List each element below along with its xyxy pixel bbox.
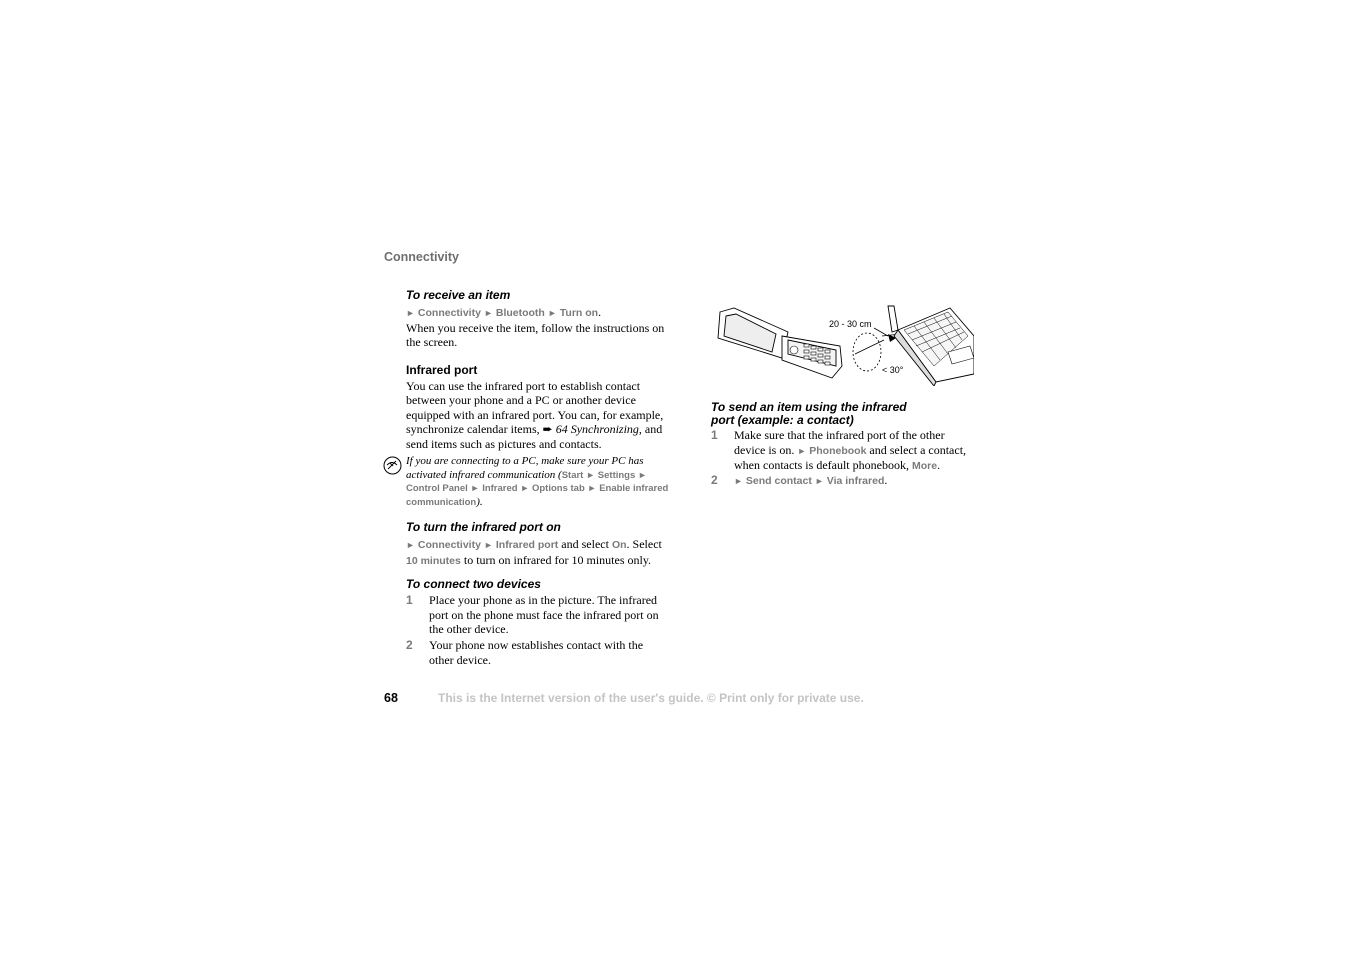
note-icon [383, 456, 402, 475]
menu-more: More [911, 460, 938, 472]
menu-options-tab: Options tab [531, 483, 585, 494]
menu-control-panel: Control Panel [406, 483, 468, 494]
menu-phonebook: Phonebook [809, 444, 867, 457]
send-step-1-text-a: Make sure that the infrared port of the other device is on. [734, 428, 945, 457]
beam-line [855, 340, 884, 354]
triangle-right-icon: ► [814, 476, 824, 486]
send-step-2 [711, 473, 977, 489]
turn-on-text-b: . Select [626, 537, 662, 551]
distance-label: 20 - 30 cm [829, 319, 872, 329]
xref-arrow-icon: ➨ [542, 422, 553, 436]
menu-on: On [611, 539, 627, 551]
turn-on-section [406, 521, 672, 568]
triangle-right-icon: ► [483, 308, 493, 318]
step-text: Make sure that the infrared port of the other device is on. ► Phonebook and select a contact, when contacts is default phonebook, More. [734, 428, 967, 472]
triangle-right-icon: ► [586, 469, 596, 480]
phone-illustration [718, 308, 842, 378]
triangle-right-icon: ► [470, 483, 480, 493]
triangle-right-icon: ► [797, 445, 807, 456]
send-title [711, 401, 979, 427]
step-text: Place your phone as in the picture. The infrared port on the phone must face the infrared port on the other device. [429, 593, 659, 636]
page-number: 68 [384, 691, 398, 705]
xref-link[interactable]: 64 Synchronizing [555, 422, 639, 436]
turn-on-title: To turn the infrared port on [406, 520, 561, 534]
menu-10-minutes: 10 minutes [406, 554, 461, 567]
connect-step-2 [406, 638, 670, 668]
step-text: Your phone now establishes contact with the other device. [429, 638, 644, 667]
turn-on-text-c: to turn on infrared for 10 minutes only. [460, 552, 652, 567]
connect-step-1 [406, 593, 670, 638]
menu-infrared-port: Infrared port [495, 539, 559, 551]
triangle-right-icon: ► [734, 476, 743, 486]
menu-start: Start [561, 469, 584, 481]
step-number: 1 [406, 593, 413, 607]
turn-on-text [406, 537, 672, 568]
triangle-right-icon: ► [483, 540, 493, 550]
triangle-right-icon: ► [638, 469, 647, 480]
infrared-beam [853, 333, 881, 371]
send-step-1 [711, 428, 977, 474]
section-header: Connectivity [384, 250, 460, 264]
step-text: ► Send contact ► Via infrared. [734, 473, 888, 487]
triangle-right-icon: ► [587, 483, 597, 493]
infrared-text [406, 379, 670, 452]
receive-path: ► Connectivity ► Bluetooth ► Turn on. [406, 305, 602, 319]
note-text [406, 455, 670, 509]
menu-bluetooth: Bluetooth [495, 307, 545, 319]
triangle-right-icon: ► [547, 308, 557, 318]
footer-notice: This is the Internet version of the user's guide. © Print only for private use. [438, 691, 864, 705]
infrared-title: Infrared port [406, 362, 478, 377]
receive-text: When you receive the item, follow the instructions on the screen. [406, 320, 665, 349]
triangle-right-icon: ► [406, 308, 415, 318]
triangle-right-icon: ► [520, 483, 530, 493]
note-text-a: If you are connecting to a PC, make sure your PC has activated infrared communication ( [406, 455, 644, 481]
menu-infrared: Infrared [482, 483, 518, 494]
infrared-text-b: , and send items such as pictures and contacts. [406, 422, 663, 451]
note-text-b: ). [476, 495, 483, 508]
infrared-text-a: You can use the infrared port to establish contact between your phone and a PC or another device equipped with an infrared port. You can, for example, synchronize calendar items, [406, 378, 664, 436]
menu-settings: Settings [597, 469, 636, 481]
infrared-illustration [712, 296, 974, 386]
angle-label: < 30° [882, 365, 904, 375]
step-number: 2 [406, 638, 413, 652]
turn-on-text-a: and select [558, 537, 612, 551]
distance-line [874, 328, 888, 336]
left-column [406, 289, 670, 451]
send-step-1-text-b: and select a contact, when contacts is default phonebook, [734, 442, 967, 472]
step-number: 2 [711, 473, 718, 487]
menu-via-infrared: Via infrared [826, 475, 885, 487]
connect-title: To connect two devices [406, 577, 541, 591]
menu-turn-on: Turn on [559, 307, 599, 319]
menu-connectivity: Connectivity [417, 307, 481, 319]
triangle-right-icon: ► [406, 540, 415, 550]
receive-title: To receive an item [406, 288, 511, 302]
menu-connectivity: Connectivity [417, 539, 481, 551]
send-title-line-1: To send an item using the infrared [711, 400, 907, 414]
send-title-line-2: port (example: a contact) [711, 413, 854, 427]
step-number: 1 [711, 428, 718, 442]
menu-send-contact: Send contact [745, 475, 812, 487]
menu-enable-infrared: Enable infrared communication [406, 483, 669, 508]
